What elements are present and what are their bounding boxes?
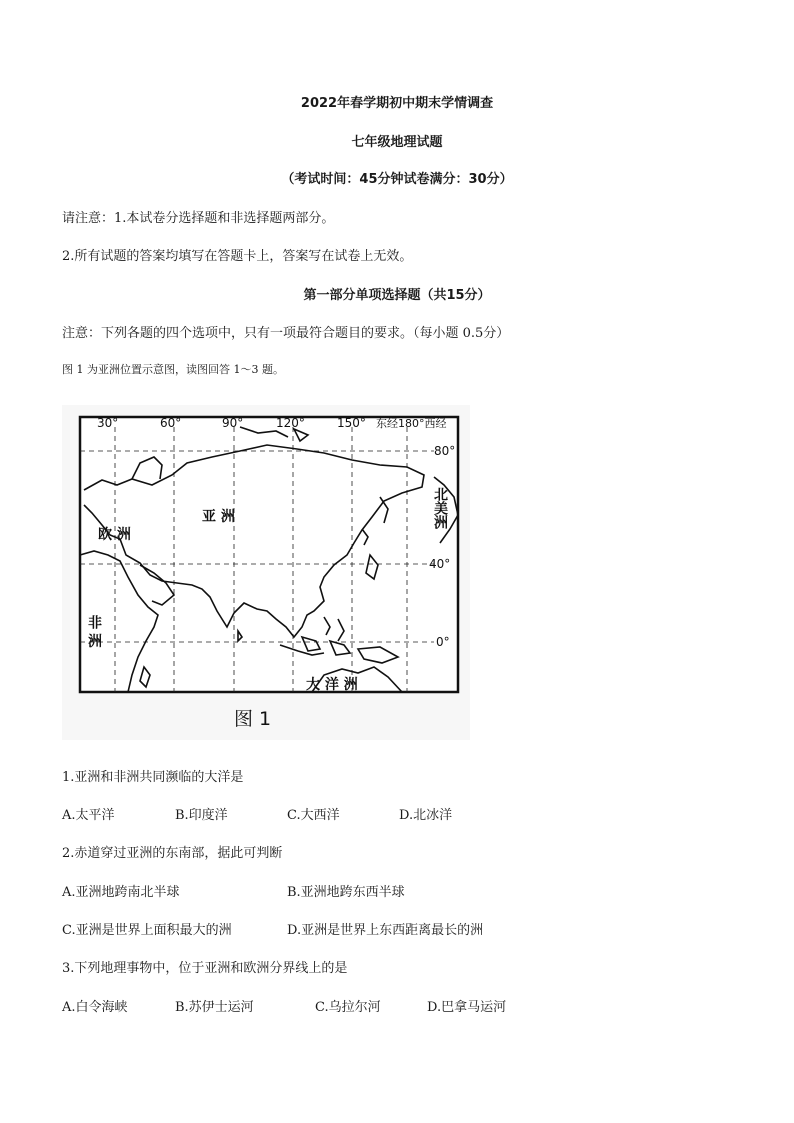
- question-3-option-c: C.乌拉尔河: [315, 1000, 381, 1015]
- question-1-option-c: C.大西洋: [287, 808, 340, 823]
- label-north-america: 北美洲: [432, 487, 448, 529]
- figure-caption: 图 1: [234, 708, 272, 730]
- section-instruction: 注意：下列各题的四个选项中，只有一项最符合题目的要求。（每小题 0.5分）: [62, 326, 510, 341]
- question-2-option-b: B.亚洲地跨东西半球: [287, 885, 405, 900]
- lon-label-90: 90°: [222, 416, 244, 430]
- question-2-option-a: A.亚洲地跨南北半球: [62, 885, 180, 900]
- lon-label-60: 60°: [160, 416, 182, 430]
- lon-label-120: 120°: [276, 416, 305, 430]
- question-2-option-d: D.亚洲是世界上东西距离最长的洲: [287, 923, 484, 938]
- label-oceania: 大 洋 洲: [306, 677, 358, 693]
- lon-label-150: 150°: [337, 416, 366, 430]
- exam-info: （考试时间：45分钟试卷满分：30分）: [281, 172, 513, 187]
- question-2-stem: 2.赤道穿过亚洲的东南部，据此可判断: [62, 846, 283, 861]
- note-line-1: 请注意：1.本试卷分选择题和非选择题两部分。: [62, 211, 335, 226]
- question-3-option-b: B.苏伊士运河: [175, 1000, 254, 1015]
- question-3-option-d: D.巴拿马运河: [427, 1000, 507, 1015]
- lon-label-180: 东经180°西经: [376, 417, 447, 430]
- lat-label-40: 40°: [429, 557, 451, 571]
- exam-subtitle: 七年级地理试题: [351, 135, 443, 150]
- map-frame: [80, 417, 458, 692]
- note-line-2: 2.所有试题的答案均填写在答题卡上，答案写在试卷上无效。: [62, 249, 413, 264]
- lon-label-30: 30°: [97, 416, 119, 430]
- section-heading: 第一部分单项选择题（共15分）: [303, 288, 491, 303]
- question-1-option-d: D.北冰洋: [399, 808, 453, 823]
- question-3-stem: 3.下列地理事物中，位于亚洲和欧洲分界线上的是: [62, 961, 348, 976]
- question-1-option-a: A.太平洋: [62, 808, 115, 823]
- label-africa: 非 洲: [86, 615, 102, 648]
- label-asia: 亚 洲: [202, 509, 235, 525]
- lat-label-80: 80°: [434, 444, 456, 458]
- exam-title: 2022年春学期初中期末学情调查: [300, 96, 494, 111]
- question-3-option-a: A.白令海峡: [62, 1000, 128, 1015]
- question-1-option-b: B.印度洋: [175, 808, 228, 823]
- label-europe: 欧 洲: [98, 527, 131, 543]
- question-2-option-c: C.亚洲是世界上面积最大的洲: [62, 923, 232, 938]
- asia-location-map: [62, 405, 470, 740]
- lat-label-0: 0°: [436, 635, 450, 649]
- figure-intro: 图 1 为亚洲位置示意图，读图回答 1～3 题。: [62, 363, 284, 376]
- question-1-stem: 1.亚洲和非洲共同濒临的大洋是: [62, 770, 244, 785]
